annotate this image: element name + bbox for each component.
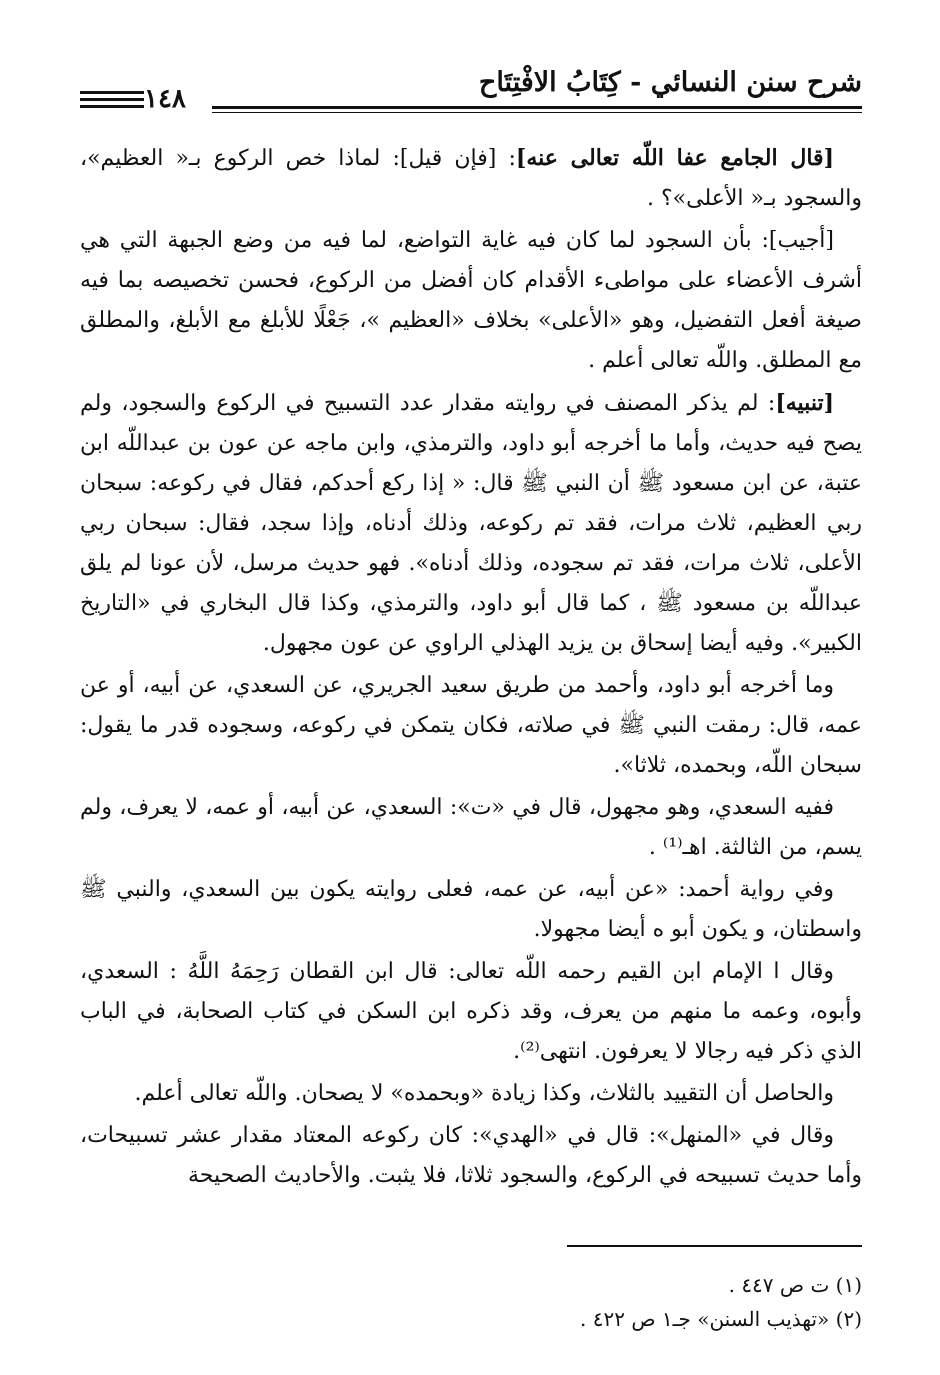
footnote-separator [567,1245,862,1247]
paragraph-lead: [تنبيه] [775,390,834,416]
paragraph-text: وقال في «المنهل»: قال في «الهدي»: كان ركوعه المعتاد مقدار عشر تسبيحات، وأما حديث تسبيحه في الركوع، والسجود ثلاثا، فلا يثبت. والأحاديث الصحيحة [80,1123,862,1188]
paragraph-text: وقال ا الإمام ابن القيم رحمه اللّه تعالى: قال ابن القطان رَحِمَهُ اللَّهُ : السعدي، وأبوه، وعمه ما منهم من يعرف، وقد ذكره ابن السكن في كتاب الصحابة، في الباب الذي ذكر فيه رجالا لا يعرفون. انتهى⁽²⁾. [80,959,862,1064]
paragraph-lead: [قال الجامع عفا اللّه تعالى عنه] [515,145,834,171]
paragraph [80,666,862,786]
paragraph [80,383,862,664]
paragraph [80,1116,862,1196]
page-number-rules [80,91,144,108]
paragraph-text: [أجيب]: بأن السجود لما كان فيه غاية التواضع، لما فيه من وضع الجبهة التي هي أشرف الأعضاء على مواطىء الأقدام كان أفضل من الركوع، فحسن تخصيصه بما فيه صيغة أفعل التفضيل، وهو «الأعلى» بخلاف «العظيم »، جَعْلًا للأبلغ مع الأبلغ، والمطلق مع المطلق. واللّه تعالى أعلم . [80,228,862,373]
paragraph-text: : [فإن قيل]: لماذا خص الركوع بـ« العظيم»، والسجود بـ« الأعلى»؟ . [80,146,862,211]
paragraph [80,788,862,868]
paragraph-text: : لم يذكر المصنف في روايته مقدار عدد التسبيح في الركوع والسجود، ولم يصح فيه حديث، وأما ما أخرجه أبو داود، والترمذي، وابن ماجه عن عون بن عبداللّه ابن عتبة، عن ابن مسعود ﷺ أن النبي ﷺ قال: « إذا ركع أحدكم، فقال في ركوعه: سبحان ربي العظيم، ثلاث مرات، فقد تم ركوعه، وذلك أدناه، وإذا سجد، فقال: سبحان ربي الأعلى، ثلاث مرات، فقد تم سجوده، وذلك أدناه». فهو حديث مرسل، لأن عونا لم يلق عبداللّه بن مسعود ﷺ ، كما قال أبو داود، والترمذي، وكذا قال البخاري في «التاريخ الكبير». وفيه أيضا إسحاق بن يزيد الهذلي الراوي عن عون مجهول. [80,391,862,656]
running-title: شرح سنن النسائي - كِتَابُ الافْتِتَاح [478,67,862,98]
paragraph [80,1074,862,1114]
footnote: (١) ت ص ٤٤٧ . [728,1273,862,1297]
main-text [80,138,862,1196]
paragraph-text: ففيه السعدي، وهو مجهول، قال في «ت»: السعدي، عن أبيه، أو عمه، لا يعرف، ولم يسم، من الثالثة. اهـ⁽¹⁾ . [80,795,862,860]
page-number: ١٤٨ [144,84,186,114]
paragraph-text: وما أخرجه أبو داود، وأحمد من طريق سعيد الجريري، عن السعدي، عن أبيه، أو عن عمه، قال: رمقت النبي ﷺ في صلاته، فكان يتمكن في ركوعه، وسجوده قدر ما يقول: سبحان اللّه، وبحمده، ثلاثا». [80,673,862,778]
paragraph [80,952,862,1072]
paragraph-text: وفي رواية أحمد: «عن أبيه، عن عمه، فعلى روايته يكون بين السعدي، والنبي ﷺ واسطتان، و يكون أبو ه أيضا مجهولا. [80,877,862,942]
footnote: (٢) «تهذيب السنن» جـ١ ص ٤٢٢ . [580,1307,862,1331]
paragraph [80,870,862,950]
paragraph [80,221,862,381]
paragraph [80,138,862,219]
page-number-box [80,84,212,114]
paragraph-text: والحاصل أن التقييد بالثلاث، وكذا زيادة «وبحمده» لا يصحان. واللّه تعالى أعلم. [134,1081,834,1106]
page-header [80,58,862,120]
footnotes [80,1268,862,1336]
